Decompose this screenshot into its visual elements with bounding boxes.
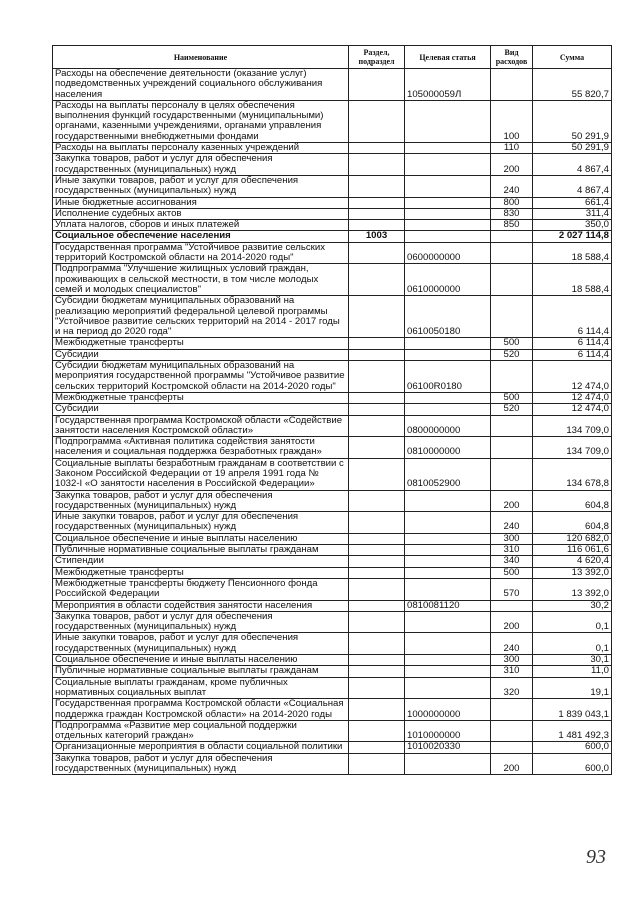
header-name: Наименование xyxy=(53,46,349,69)
table-row xyxy=(53,361,612,393)
cell-target-item xyxy=(405,753,491,775)
table-row xyxy=(53,633,612,655)
cell-expense-type: 500 xyxy=(491,392,533,403)
cell-section xyxy=(349,512,405,534)
table-row xyxy=(53,666,612,677)
cell-target-item xyxy=(405,533,491,544)
table-row xyxy=(53,154,612,176)
cell-expense-type xyxy=(491,437,533,459)
cell-sum: 30,1 xyxy=(533,655,612,666)
cell-target-item xyxy=(405,392,491,403)
cell-name: Субсидии бюджетам муниципальных образований на мероприятия государственной программы "Устойчивое развитие сельских территорий Костромской области на 2014-2020 годы" xyxy=(53,361,349,393)
cell-expense-type: 570 xyxy=(491,578,533,600)
cell-name: Мероприятия в области содействия занятости населения xyxy=(53,600,349,611)
cell-name: Подпрограмма «Развитие мер социальной поддержки отдельных категорий граждан» xyxy=(53,720,349,742)
cell-section xyxy=(349,633,405,655)
cell-name: Субсидии xyxy=(53,404,349,415)
cell-section xyxy=(349,349,405,360)
cell-expense-type: 520 xyxy=(491,404,533,415)
cell-name: Межбюджетные трансферты xyxy=(53,338,349,349)
cell-sum: 4 867,4 xyxy=(533,154,612,176)
cell-sum: 19,1 xyxy=(533,677,612,699)
cell-expense-type: 310 xyxy=(491,545,533,556)
cell-section: 1003 xyxy=(349,231,405,242)
cell-section xyxy=(349,753,405,775)
cell-target-item xyxy=(405,666,491,677)
cell-sum: 18 588,4 xyxy=(533,242,612,264)
cell-sum: 6 114,4 xyxy=(533,349,612,360)
cell-expense-type xyxy=(491,742,533,753)
cell-section xyxy=(349,545,405,556)
table-row xyxy=(53,600,612,611)
cell-sum: 350,0 xyxy=(533,220,612,231)
cell-expense-type xyxy=(491,699,533,721)
budget-document xyxy=(52,45,611,775)
cell-name: Государственная программа Костромской области «Социальная поддержка граждан Костромской области» на 2014-2020 годы xyxy=(53,699,349,721)
cell-sum: 6 114,4 xyxy=(533,296,612,338)
cell-name: Межбюджетные трансферты xyxy=(53,392,349,403)
table-row xyxy=(53,349,612,360)
cell-section xyxy=(349,567,405,578)
cell-sum: 0,1 xyxy=(533,611,612,633)
cell-name: Публичные нормативные социальные выплаты гражданам xyxy=(53,545,349,556)
cell-sum: 12 474,0 xyxy=(533,404,612,415)
table-row xyxy=(53,655,612,666)
cell-section xyxy=(349,404,405,415)
cell-sum: 12 474,0 xyxy=(533,392,612,403)
cell-name: Социальные выплаты безработным гражданам в соответствии с Законом Российской Федерации от 19 апреля 1991 года № 1032-I «О занятости населения в Российской Федерации» xyxy=(53,458,349,490)
cell-section xyxy=(349,264,405,296)
cell-expense-type xyxy=(491,415,533,437)
cell-section xyxy=(349,655,405,666)
table-row xyxy=(53,458,612,490)
cell-target-item xyxy=(405,567,491,578)
cell-section xyxy=(349,242,405,264)
cell-target-item xyxy=(405,338,491,349)
cell-target-item: 1010020330 xyxy=(405,742,491,753)
table-row xyxy=(53,753,612,775)
cell-expense-type: 240 xyxy=(491,512,533,534)
cell-section xyxy=(349,415,405,437)
cell-expense-type xyxy=(491,242,533,264)
cell-target-item xyxy=(405,349,491,360)
cell-name: Субсидии xyxy=(53,349,349,360)
cell-target-item xyxy=(405,231,491,242)
cell-sum: 50 291,9 xyxy=(533,143,612,154)
cell-section xyxy=(349,392,405,403)
cell-target-item: 0610000000 xyxy=(405,264,491,296)
table-row xyxy=(53,578,612,600)
cell-sum: 2 027 114,8 xyxy=(533,231,612,242)
cell-name: Субсидии бюджетам муниципальных образований на реализацию мероприятий федеральной целевой программы "Устойчивое развитие сельских территорий на 2014 - 2017 годы и на период до 2020 года" xyxy=(53,296,349,338)
cell-section xyxy=(349,296,405,338)
cell-name: Закупка товаров, работ и услуг для обеспечения государственных (муниципальных) нужд xyxy=(53,154,349,176)
table-row xyxy=(53,545,612,556)
table-row xyxy=(53,143,612,154)
cell-name: Государственная программа "Устойчивое развитие сельских территорий Костромской области на 2014-2020 годы" xyxy=(53,242,349,264)
cell-expense-type xyxy=(491,296,533,338)
cell-section xyxy=(349,742,405,753)
cell-target-item xyxy=(405,490,491,512)
cell-sum: 134 678,8 xyxy=(533,458,612,490)
cell-name: Межбюджетные трансферты бюджету Пенсионного фонда Российской Федерации xyxy=(53,578,349,600)
table-row xyxy=(53,567,612,578)
cell-expense-type: 110 xyxy=(491,143,533,154)
cell-target-item xyxy=(405,100,491,142)
cell-sum: 6 114,4 xyxy=(533,338,612,349)
cell-target-item xyxy=(405,677,491,699)
cell-target-item xyxy=(405,633,491,655)
table-row xyxy=(53,415,612,437)
cell-target-item: 0810000000 xyxy=(405,437,491,459)
cell-section xyxy=(349,220,405,231)
cell-name: Закупка товаров, работ и услуг для обеспечения государственных (муниципальных) нужд xyxy=(53,753,349,775)
cell-target-item: 06100R0180 xyxy=(405,361,491,393)
cell-expense-type xyxy=(491,361,533,393)
cell-target-item xyxy=(405,220,491,231)
cell-sum: 600,0 xyxy=(533,742,612,753)
cell-section xyxy=(349,458,405,490)
cell-section xyxy=(349,338,405,349)
table-row xyxy=(53,197,612,208)
table-row xyxy=(53,175,612,197)
cell-expense-type xyxy=(491,231,533,242)
cell-name: Социальное обеспечение и иные выплаты населению xyxy=(53,533,349,544)
cell-section xyxy=(349,666,405,677)
cell-name: Иные закупки товаров, работ и услуг для обеспечения государственных (муниципальных) нужд xyxy=(53,633,349,655)
cell-section xyxy=(349,611,405,633)
cell-expense-type: 520 xyxy=(491,349,533,360)
cell-expense-type: 310 xyxy=(491,666,533,677)
header-target-item: Целевая статья xyxy=(405,46,491,69)
cell-name: Расходы на обеспечение деятельности (оказание услуг) подведомственных учреждений социального обслуживания населения xyxy=(53,69,349,101)
cell-expense-type: 300 xyxy=(491,655,533,666)
cell-expense-type xyxy=(491,264,533,296)
cell-name: Закупка товаров, работ и услуг для обеспечения государственных (муниципальных) нужд xyxy=(53,490,349,512)
cell-expense-type: 200 xyxy=(491,490,533,512)
cell-sum: 13 392,0 xyxy=(533,567,612,578)
cell-expense-type: 500 xyxy=(491,567,533,578)
table-row xyxy=(53,264,612,296)
cell-expense-type xyxy=(491,458,533,490)
cell-name: Расходы на выплаты персоналу в целях обеспечения выполнения функций государственными (муниципальными) органами, казенными учреждениями, органами управления государственными внебюджетными фондами xyxy=(53,100,349,142)
cell-target-item: 0810052900 xyxy=(405,458,491,490)
table-row xyxy=(53,512,612,534)
cell-expense-type: 500 xyxy=(491,338,533,349)
page-number: 93 xyxy=(586,846,606,868)
table-row xyxy=(53,242,612,264)
cell-sum: 50 291,9 xyxy=(533,100,612,142)
table-body xyxy=(53,69,612,775)
cell-target-item xyxy=(405,154,491,176)
cell-target-item: 0800000000 xyxy=(405,415,491,437)
cell-sum: 30,2 xyxy=(533,600,612,611)
cell-expense-type: 340 xyxy=(491,556,533,567)
cell-target-item xyxy=(405,404,491,415)
cell-name: Уплата налогов, сборов и иных платежей xyxy=(53,220,349,231)
cell-section xyxy=(349,437,405,459)
cell-sum: 311,4 xyxy=(533,208,612,219)
cell-section xyxy=(349,100,405,142)
table-row xyxy=(53,720,612,742)
cell-name: Стипендии xyxy=(53,556,349,567)
cell-sum: 134 709,0 xyxy=(533,415,612,437)
table-row xyxy=(53,699,612,721)
cell-target-item: 105000059Л xyxy=(405,69,491,101)
cell-sum: 4 867,4 xyxy=(533,175,612,197)
cell-section xyxy=(349,677,405,699)
cell-sum: 0,1 xyxy=(533,633,612,655)
cell-section xyxy=(349,154,405,176)
header-sum: Сумма xyxy=(533,46,612,69)
cell-section xyxy=(349,197,405,208)
cell-target-item xyxy=(405,556,491,567)
cell-target-item: 0610050180 xyxy=(405,296,491,338)
cell-name: Публичные нормативные социальные выплаты гражданам xyxy=(53,666,349,677)
cell-target-item: 1000000000 xyxy=(405,699,491,721)
cell-sum: 13 392,0 xyxy=(533,578,612,600)
table-row xyxy=(53,100,612,142)
table-row xyxy=(53,392,612,403)
cell-name: Межбюджетные трансферты xyxy=(53,567,349,578)
cell-name: Социальное обеспечение населения xyxy=(53,231,349,242)
cell-expense-type: 200 xyxy=(491,154,533,176)
header-section: Раздел, подраздел xyxy=(349,46,405,69)
cell-sum: 604,8 xyxy=(533,490,612,512)
cell-name: Иные закупки товаров, работ и услуг для обеспечения государственных (муниципальных) нужд xyxy=(53,175,349,197)
cell-target-item xyxy=(405,175,491,197)
cell-expense-type: 200 xyxy=(491,611,533,633)
cell-target-item xyxy=(405,512,491,534)
cell-section xyxy=(349,208,405,219)
table-row xyxy=(53,69,612,101)
cell-sum: 134 709,0 xyxy=(533,437,612,459)
cell-sum: 600,0 xyxy=(533,753,612,775)
cell-section xyxy=(349,556,405,567)
cell-target-item xyxy=(405,578,491,600)
cell-name: Социальные выплаты гражданам, кроме публичных нормативных социальных выплат xyxy=(53,677,349,699)
cell-sum: 18 588,4 xyxy=(533,264,612,296)
cell-sum: 55 820,7 xyxy=(533,69,612,101)
cell-name: Расходы на выплаты персоналу казенных учреждений xyxy=(53,143,349,154)
cell-section xyxy=(349,490,405,512)
cell-expense-type: 240 xyxy=(491,175,533,197)
cell-target-item xyxy=(405,545,491,556)
table-row xyxy=(53,231,612,242)
cell-target-item: 1010000000 xyxy=(405,720,491,742)
table-row xyxy=(53,296,612,338)
cell-section xyxy=(349,175,405,197)
cell-expense-type: 200 xyxy=(491,753,533,775)
cell-sum: 1 839 043,1 xyxy=(533,699,612,721)
budget-table xyxy=(52,45,612,775)
cell-name: Подпрограмма «Активная политика содействия занятости населения и социальная поддержка безработных граждан» xyxy=(53,437,349,459)
cell-expense-type: 240 xyxy=(491,633,533,655)
cell-sum: 120 682,0 xyxy=(533,533,612,544)
header-expense-type: Вид расходов xyxy=(491,46,533,69)
table-row xyxy=(53,338,612,349)
table-row xyxy=(53,437,612,459)
cell-sum: 604,8 xyxy=(533,512,612,534)
cell-name: Организационные мероприятия в области социальной политики xyxy=(53,742,349,753)
cell-target-item: 0810081120 xyxy=(405,600,491,611)
cell-name: Исполнение судебных актов xyxy=(53,208,349,219)
cell-expense-type xyxy=(491,69,533,101)
table-row xyxy=(53,677,612,699)
cell-expense-type: 800 xyxy=(491,197,533,208)
cell-sum: 11,0 xyxy=(533,666,612,677)
cell-sum: 12 474,0 xyxy=(533,361,612,393)
cell-expense-type xyxy=(491,600,533,611)
cell-section xyxy=(349,143,405,154)
cell-section xyxy=(349,69,405,101)
cell-expense-type: 300 xyxy=(491,533,533,544)
table-row xyxy=(53,404,612,415)
cell-target-item: 0600000000 xyxy=(405,242,491,264)
cell-target-item xyxy=(405,143,491,154)
cell-section xyxy=(349,578,405,600)
table-row xyxy=(53,611,612,633)
cell-expense-type: 850 xyxy=(491,220,533,231)
cell-name: Иные закупки товаров, работ и услуг для обеспечения государственных (муниципальных) нужд xyxy=(53,512,349,534)
cell-name: Государственная программа Костромской области «Содействие занятости населения Костромской области» xyxy=(53,415,349,437)
cell-section xyxy=(349,720,405,742)
cell-target-item xyxy=(405,197,491,208)
table-row xyxy=(53,220,612,231)
cell-expense-type: 830 xyxy=(491,208,533,219)
table-row xyxy=(53,556,612,567)
cell-sum: 116 061,6 xyxy=(533,545,612,556)
cell-sum: 1 481 492,3 xyxy=(533,720,612,742)
table-row xyxy=(53,742,612,753)
cell-expense-type xyxy=(491,720,533,742)
cell-expense-type: 100 xyxy=(491,100,533,142)
cell-section xyxy=(349,361,405,393)
table-row xyxy=(53,208,612,219)
cell-section xyxy=(349,533,405,544)
cell-name: Закупка товаров, работ и услуг для обеспечения государственных (муниципальных) нужд xyxy=(53,611,349,633)
cell-name: Социальное обеспечение и иные выплаты населению xyxy=(53,655,349,666)
cell-sum: 661,4 xyxy=(533,197,612,208)
cell-target-item xyxy=(405,655,491,666)
cell-sum: 4 620,4 xyxy=(533,556,612,567)
cell-target-item xyxy=(405,611,491,633)
cell-section xyxy=(349,699,405,721)
cell-expense-type: 320 xyxy=(491,677,533,699)
cell-section xyxy=(349,600,405,611)
table-header-row xyxy=(53,46,612,69)
table-row xyxy=(53,533,612,544)
table-row xyxy=(53,490,612,512)
cell-target-item xyxy=(405,208,491,219)
cell-name: Иные бюджетные ассигнования xyxy=(53,197,349,208)
cell-name: Подпрограмма "Улучшение жилищных условий граждан, проживающих в сельской местности, в том числе молодых семей и молодых специалистов" xyxy=(53,264,349,296)
